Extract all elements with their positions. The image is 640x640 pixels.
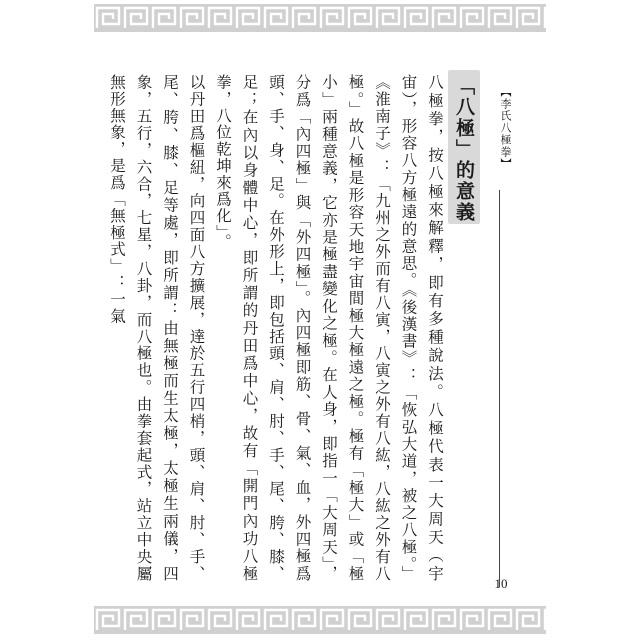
bottom-fret-border <box>94 606 546 634</box>
paragraph-1: 八極拳，按八極來解釋，即有多種說法。八極代表一大周天（宇宙），形容八方極遠的意思。《後漢書》：「恢弘大道，被之八極。」《淮南子》：「九州之外而有八寅，八寅之外有八紘，八紘之外有八極。」故八極是形容天地宇宙間極大極遠之極。極有「極大」或「極小」兩種意義，它亦是極盡變化之極。在人身，即指一「大周天」，分爲「內四極」與「外四極」。內四極即筋、骨、氣、血，外四極爲頭、手、身、足。在外形上，即包括頭、肩、肘、手、尾、胯、膝、足；在內以身體中心，即所謂的丹田爲中心，故有「開門內功八極拳，八位乾坤來爲化」。 <box>214 74 444 582</box>
running-head: 【李氏八極拳】 <box>499 86 512 170</box>
paragraph-2: 以丹田爲樞紐，向四面八方擴展，達於五行四梢，頭、肩、肘、手、尾、胯、膝、足等處，即所謂：由無極而生太極，太極生兩儀，四象，五行，六合，七星，八卦，而八極也。由拳套起式，站立中央屬無形無象，是爲「無極式」：一氣 <box>108 74 206 582</box>
page-number: 10 <box>494 576 508 591</box>
running-head-rule <box>499 190 500 587</box>
body-text <box>108 74 448 582</box>
top-fret-border <box>94 4 546 32</box>
section-title: 「八極」的意義 <box>453 76 475 223</box>
